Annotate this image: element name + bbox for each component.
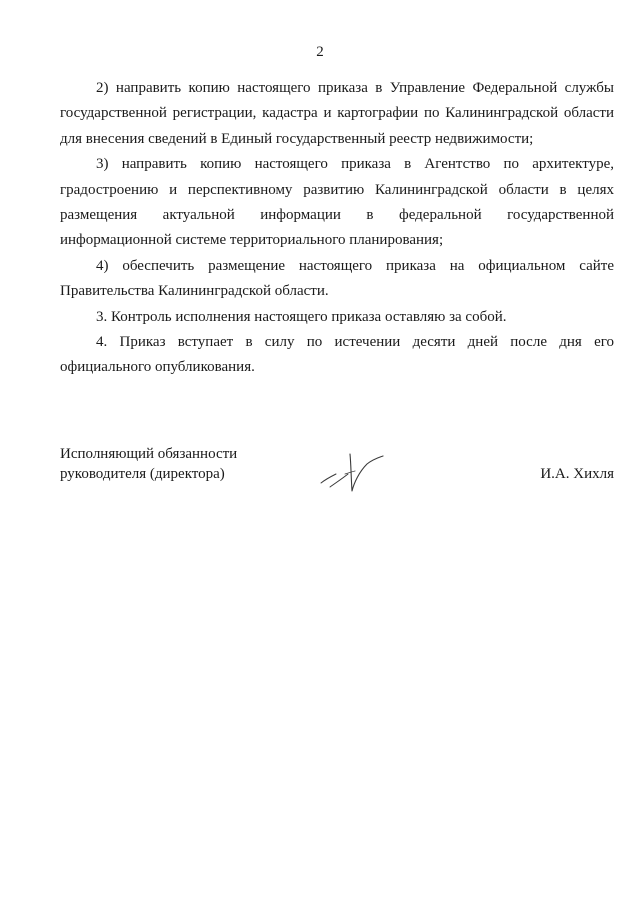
document-body	[60, 76, 614, 381]
signatory-title	[60, 444, 280, 484]
handwritten-signature-icon	[317, 450, 387, 496]
paragraph-effective-date: 4. Приказ вступает в силу по истечении десяти дней после дня его официального опубликования.	[60, 334, 614, 376]
paragraph-2-copy-to-rosreestr: 2) направить копию настоящего приказа в Управление Федеральной службы государственной регистрации, кадастра и картографии по Калининградской области для внесения сведений в Единый государственный реестр недвижимости;	[60, 80, 614, 147]
signatory-title-line-2: руководителя (директора)	[60, 466, 225, 482]
paragraph-control: 3. Контроль исполнения настоящего приказа оставляю за собой.	[96, 308, 507, 325]
signatory-name: И.А. Хихля	[540, 466, 614, 482]
signature-block	[60, 444, 614, 504]
signatory-title-line-1: Исполняющий обязанности	[60, 446, 238, 462]
paragraph-4-publish-on-site: 4) обеспечить размещение настоящего приказа на официальном сайте Правительства Калининградской области.	[60, 257, 614, 300]
paragraph-3-copy-to-agency: 3) направить копию настоящего приказа в Агентство по архитектуре, градостроению и перспективному развитию Калининградской области в целях размещения актуальной информации в федеральной государственной информационной системе территориального планирования;	[60, 156, 614, 249]
page-number: 2	[316, 44, 324, 60]
